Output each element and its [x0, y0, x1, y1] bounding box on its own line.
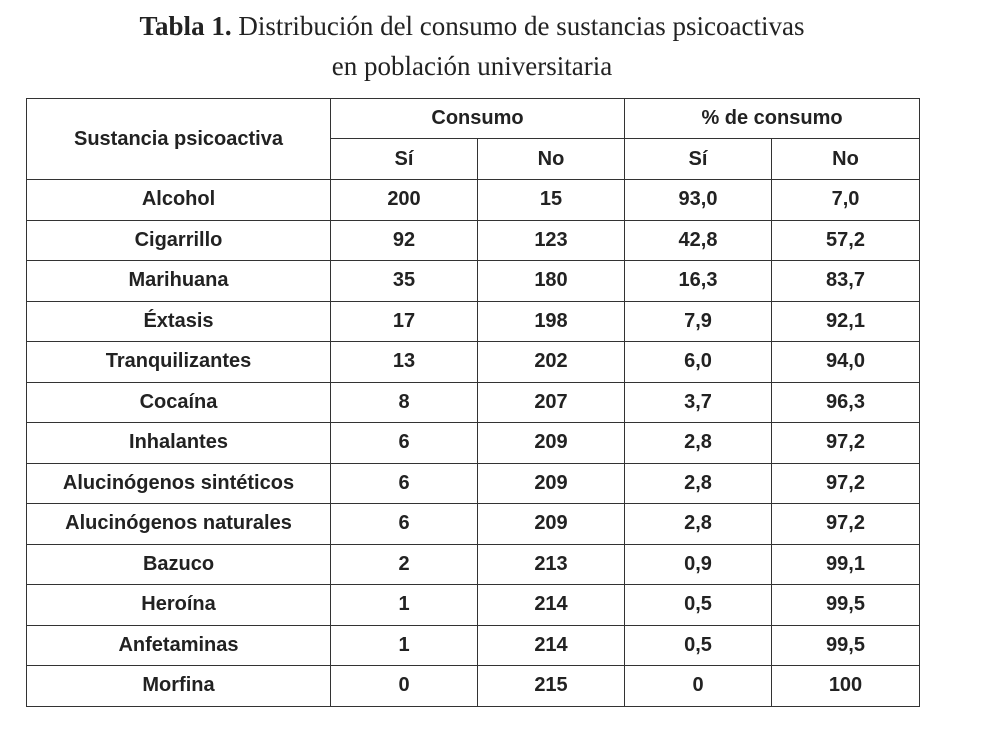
table-caption [0, 6, 944, 86]
cell-consumo-no: 209 [478, 463, 625, 504]
table-row [27, 585, 920, 626]
cell-consumo-no: 214 [478, 625, 625, 666]
cell-substance: Marihuana [27, 261, 331, 302]
cell-pct-si: 0,5 [625, 585, 772, 626]
cell-pct-si: 42,8 [625, 220, 772, 261]
table-row [27, 382, 920, 423]
cell-substance: Anfetaminas [27, 625, 331, 666]
cell-substance: Tranquilizantes [27, 342, 331, 383]
cell-consumo-no: 198 [478, 301, 625, 342]
cell-pct-no: 92,1 [772, 301, 920, 342]
cell-pct-si: 0,9 [625, 544, 772, 585]
data-table [26, 98, 920, 707]
cell-pct-no: 83,7 [772, 261, 920, 302]
cell-consumo-si: 13 [331, 342, 478, 383]
cell-consumo-no: 180 [478, 261, 625, 302]
cell-consumo-no: 15 [478, 180, 625, 221]
cell-consumo-si: 8 [331, 382, 478, 423]
cell-pct-si: 0,5 [625, 625, 772, 666]
cell-pct-si: 16,3 [625, 261, 772, 302]
cell-pct-no: 99,5 [772, 585, 920, 626]
table-row [27, 220, 920, 261]
caption-line-1 [0, 6, 944, 46]
caption-label: Tabla 1. [139, 11, 232, 41]
table-row [27, 666, 920, 707]
table-row [27, 423, 920, 464]
cell-consumo-si: 17 [331, 301, 478, 342]
cell-consumo-si: 6 [331, 463, 478, 504]
cell-consumo-si: 35 [331, 261, 478, 302]
cell-pct-no: 100 [772, 666, 920, 707]
cell-substance: Alucinógenos sintéticos [27, 463, 331, 504]
cell-consumo-no: 202 [478, 342, 625, 383]
cell-consumo-si: 1 [331, 585, 478, 626]
cell-substance: Cocaína [27, 382, 331, 423]
cell-pct-no: 7,0 [772, 180, 920, 221]
cell-pct-si: 2,8 [625, 423, 772, 464]
cell-consumo-si: 1 [331, 625, 478, 666]
cell-substance: Éxtasis [27, 301, 331, 342]
cell-pct-si: 3,7 [625, 382, 772, 423]
table-row [27, 544, 920, 585]
cell-consumo-no: 215 [478, 666, 625, 707]
cell-substance: Heroína [27, 585, 331, 626]
cell-pct-no: 99,5 [772, 625, 920, 666]
cell-substance: Alucinógenos naturales [27, 504, 331, 545]
table-row [27, 342, 920, 383]
header-row-1 [27, 99, 920, 139]
cell-substance: Alcohol [27, 180, 331, 221]
header-pct-consumo: % de consumo [625, 99, 920, 139]
cell-pct-no: 99,1 [772, 544, 920, 585]
header-substance: Sustancia psicoactiva [27, 99, 331, 180]
cell-consumo-si: 6 [331, 423, 478, 464]
table-body [27, 180, 920, 707]
header-pct-si: Sí [625, 139, 772, 180]
cell-substance: Morfina [27, 666, 331, 707]
header-pct-no: No [772, 139, 920, 180]
cell-consumo-si: 0 [331, 666, 478, 707]
header-consumo-no: No [478, 139, 625, 180]
cell-pct-no: 94,0 [772, 342, 920, 383]
cell-consumo-si: 6 [331, 504, 478, 545]
cell-pct-no: 57,2 [772, 220, 920, 261]
cell-consumo-no: 207 [478, 382, 625, 423]
cell-pct-no: 97,2 [772, 504, 920, 545]
table-row [27, 504, 920, 545]
header-consumo: Consumo [331, 99, 625, 139]
caption-title: Distribución del consumo de sustancias psicoactivas [238, 11, 805, 41]
table-row [27, 463, 920, 504]
table-row [27, 625, 920, 666]
cell-substance: Cigarrillo [27, 220, 331, 261]
cell-pct-si: 7,9 [625, 301, 772, 342]
cell-pct-no: 96,3 [772, 382, 920, 423]
caption-line-2: en población universitaria [331, 51, 613, 81]
table-row [27, 261, 920, 302]
cell-consumo-no: 214 [478, 585, 625, 626]
cell-pct-si: 2,8 [625, 504, 772, 545]
cell-pct-no: 97,2 [772, 463, 920, 504]
cell-substance: Inhalantes [27, 423, 331, 464]
cell-pct-si: 2,8 [625, 463, 772, 504]
cell-consumo-si: 200 [331, 180, 478, 221]
cell-pct-si: 6,0 [625, 342, 772, 383]
cell-consumo-no: 213 [478, 544, 625, 585]
cell-consumo-no: 209 [478, 423, 625, 464]
cell-pct-si: 0 [625, 666, 772, 707]
cell-consumo-si: 2 [331, 544, 478, 585]
cell-pct-si: 93,0 [625, 180, 772, 221]
cell-substance: Bazuco [27, 544, 331, 585]
table-header [27, 99, 920, 180]
table-row [27, 180, 920, 221]
cell-consumo-si: 92 [331, 220, 478, 261]
cell-pct-no: 97,2 [772, 423, 920, 464]
cell-consumo-no: 123 [478, 220, 625, 261]
table-row [27, 301, 920, 342]
cell-consumo-no: 209 [478, 504, 625, 545]
header-consumo-si: Sí [331, 139, 478, 180]
